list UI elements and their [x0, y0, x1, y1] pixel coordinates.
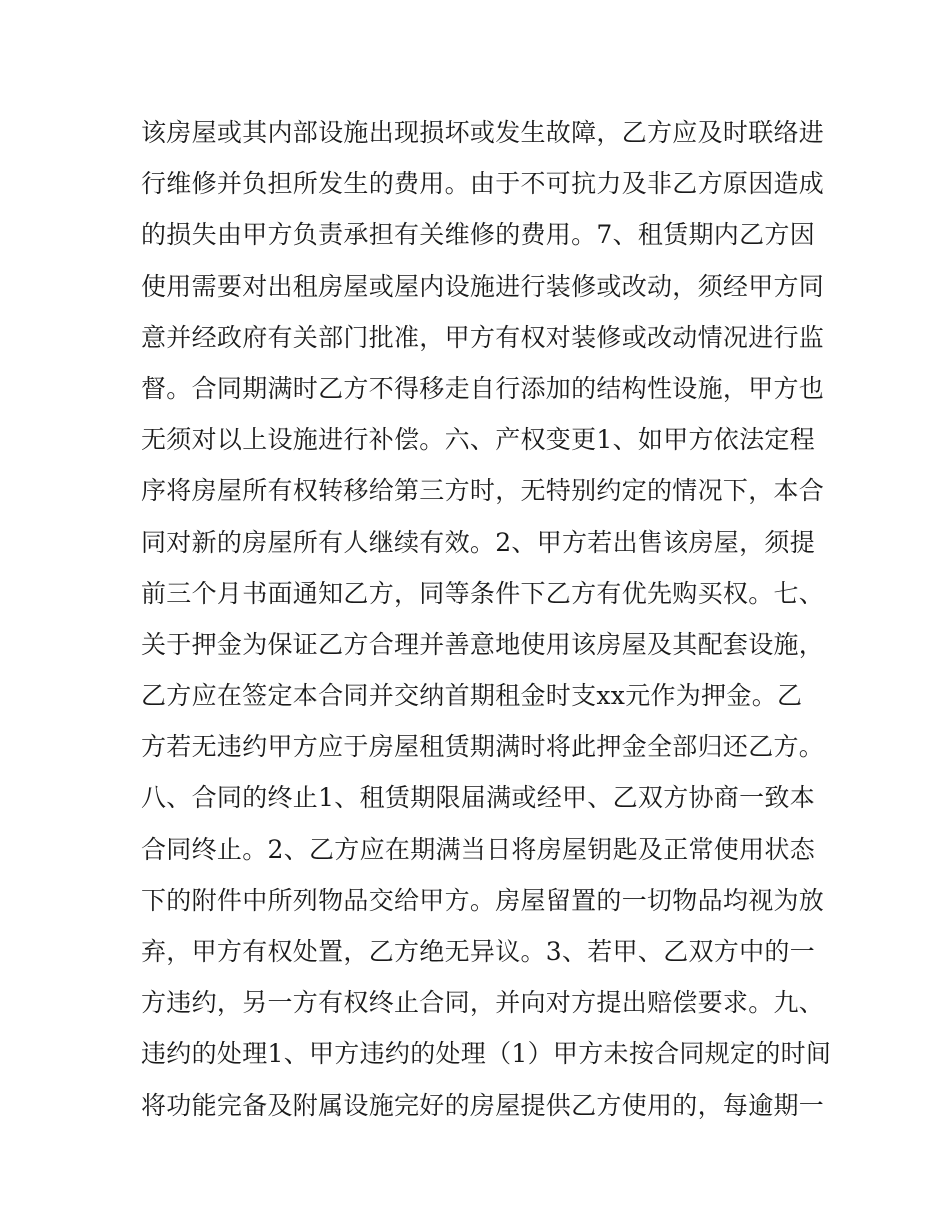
text-line: 关于押金为保证乙方合理并善意地使用该房屋及其配套设施，: [141, 629, 825, 659]
text-line: 行维修并负担所发生的费用。由于不可抗力及非乙方原因造成: [141, 169, 825, 199]
text-line: 将功能完备及附属设施完好的房屋提供乙方使用的，每逾期一: [141, 1090, 825, 1120]
text-line: 乙方应在签定本合同并交纳首期租金时支xx元作为押金。乙: [141, 681, 803, 711]
text-line: 的损失由甲方负责承担有关维修的费用。7、租赁期内乙方因: [141, 220, 816, 250]
text-line: 方违约，另一方有权终止合同，并向对方提出赔偿要求。九、: [141, 988, 825, 1018]
text-line: 下的附件中所列物品交给甲方。房屋留置的一切物品均视为放: [141, 885, 825, 915]
text-line: 八、合同的终止1、租赁期限届满或经甲、乙双方协商一致本: [141, 783, 816, 813]
text-line: 序将房屋所有权转移给第三方时，无特别约定的情况下，本合: [141, 476, 825, 506]
text-line: 使用需要对出租房屋或屋内设施进行装修或改动，须经甲方同: [141, 271, 825, 301]
text-line: 方若无违约甲方应于房屋租赁期满时将此押金全部归还乙方。: [141, 732, 825, 762]
text-line: 前三个月书面通知乙方，同等条件下乙方有优先购买权。七、: [141, 578, 825, 608]
text-line: 违约的处理1、甲方违约的处理（1）甲方未按合同规定的时间: [141, 1039, 832, 1069]
text-line: 合同终止。2、乙方应在期满当日将房屋钥匙及正常使用状态: [141, 834, 816, 864]
text-line: 该房屋或其内部设施出现损坏或发生故障，乙方应及时联络进: [141, 118, 825, 147]
text-line: 无须对以上设施进行补偿。六、产权变更1、如甲方依法定程: [141, 425, 816, 455]
contract-body-text: [141, 107, 832, 1131]
text-line: 弃，甲方有权处置，乙方绝无异议。3、若甲、乙双方中的一: [141, 937, 816, 966]
text-line: 意并经政府有关部门批准，甲方有权对装修或改动情况进行监: [141, 322, 825, 352]
text-line: 督。合同期满时乙方不得移走自行添加的结构性设施，甲方也: [141, 373, 825, 403]
text-line: 同对新的房屋所有人继续有效。2、甲方若出售该房屋，须提: [141, 527, 816, 557]
